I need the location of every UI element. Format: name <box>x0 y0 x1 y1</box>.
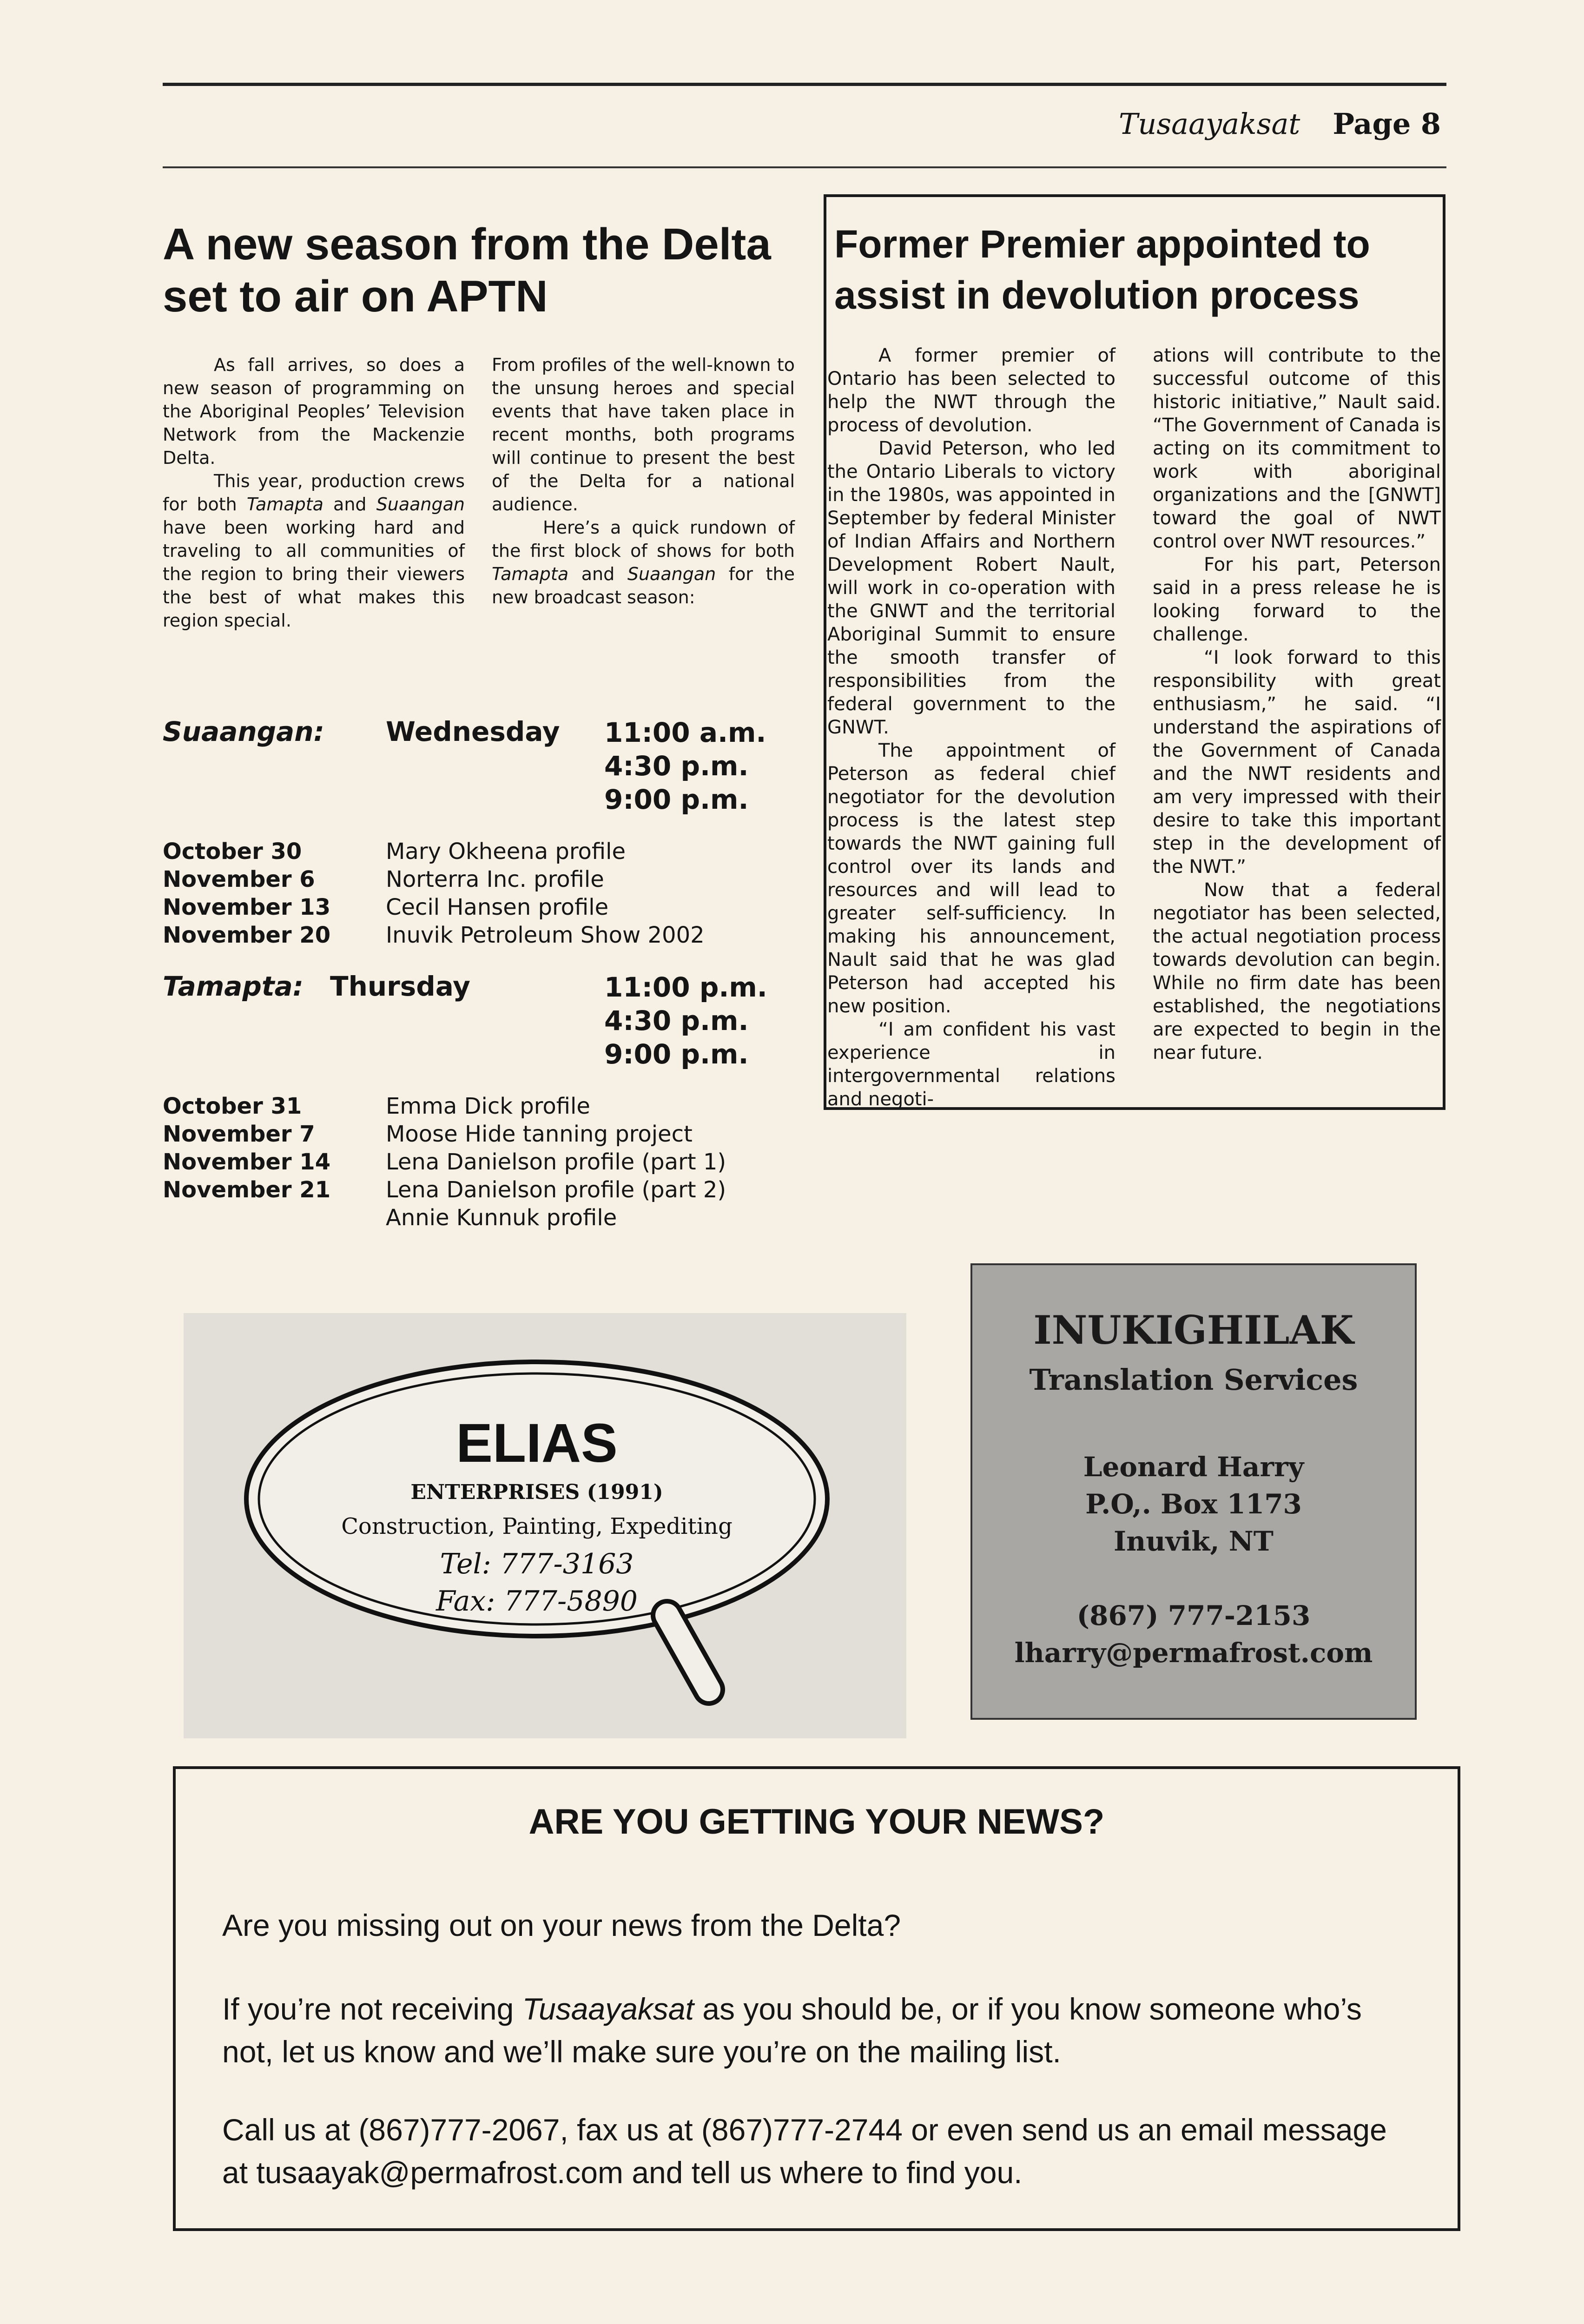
paragraph: ations will contribute to the successful outcome of this historic initiative,” Nault said. “The Government of Canada is acting on its commitment to work with aboriginal organizations and the [GNWT] toward the goal of NWT control over NWT resources.” <box>1153 345 1441 552</box>
episode-title: Annie Kunnuk profile <box>386 1205 617 1231</box>
inuk-business-name: INUKIGHILAK <box>1033 1307 1354 1353</box>
inuk-town: Inuvik, NT <box>1114 1525 1274 1557</box>
right-article-headline: Former Premier appointed to assist in devolution process <box>834 222 1370 317</box>
episode-title: Mary Okheena profile <box>386 838 626 865</box>
episode-row <box>163 838 804 865</box>
episode-list <box>163 1092 804 1232</box>
inuk-phone: (867) 777-2153 <box>1076 1600 1311 1631</box>
paragraph: As fall arrives, so does a new season of programming on the Aboriginal Peoples’ Television Network from the Mackenzie Delta. <box>163 355 465 468</box>
paragraph: “I look forward to this responsibility with great enthusiasm,” he said. “I understand the aspirations of the Government of Canada and the NWT residents and am very impressed with their desire to take this important step in the development of the NWT.” <box>1153 647 1441 878</box>
episode-title: Moose Hide tanning project <box>386 1121 693 1147</box>
paragraph: Now that a federal negotiator has been selected, the actual negotiation process towards devolution can begin. While no firm date has been established, the negotiations are expected to begin in the near future. <box>1153 879 1441 1063</box>
paragraph: A former premier of Ontario has been selected to help the NWT through the process of devolution. <box>827 345 1115 436</box>
episode-row <box>163 893 804 921</box>
elias-services: Construction, Painting, Expediting <box>341 1513 733 1539</box>
episode-title: Inuvik Petroleum Show 2002 <box>386 922 705 948</box>
paragraph: David Peterson, who led the Ontario Liberals to victory in the 1980s, was appointed in September by federal Minister of Indian Affairs and Northern Development Robert Nault, will work in co-operation with the GNWT and the territorial Aboriginal Summit to ensure the smooth transfer of responsibilities from the federal government to the GNWT. <box>827 438 1115 738</box>
notice-line-2 <box>222 1987 1407 2073</box>
air-time: 11:00 p.m. <box>604 971 767 1003</box>
episode-date: November 13 <box>163 894 331 920</box>
episode-date: October 30 <box>163 838 302 865</box>
elias-phone: Tel: 777-3163 <box>440 1548 634 1580</box>
inukighilak-ad <box>970 1263 1417 1720</box>
episode-date: October 31 <box>163 1093 302 1119</box>
episode-row <box>163 1148 804 1176</box>
episode-date: November 14 <box>163 1149 331 1175</box>
episode-title: Norterra Inc. profile <box>386 866 604 892</box>
episode-date: November 20 <box>163 922 331 948</box>
show-day: Wednesday <box>386 716 560 747</box>
magnifier-logo <box>184 1313 906 1738</box>
masthead-rule <box>163 166 1446 168</box>
suaangan-schedule <box>163 716 804 957</box>
notice-line-1: Are you missing out on your news from the Delta? <box>222 1908 901 1942</box>
episode-title: Cecil Hansen profile <box>386 894 609 920</box>
show-name: Tamapta: <box>163 971 304 1002</box>
paragraph: Here’s a quick rundown of the first block of shows for both Tamapta and Suaangan for the new broadcast season: <box>492 517 795 607</box>
episode-row <box>163 865 804 893</box>
left-article-headline: A new season from the Delta set to air on APTN <box>163 219 771 321</box>
air-times <box>604 971 767 1071</box>
paper-name-inline: Tusaayaksat <box>522 1992 694 2026</box>
notice-text: as you should be, or if you know someone who’s not, let us know and we’ll make sure you’re on the mailing list. <box>222 1992 1362 2069</box>
paragraph: The appointment of Peterson as federal chief negotiator for the devolution process is the latest step towards the NWT gaining full control over its lands and resources and will lead to greater self-sufficiency. In making his announcement, Nault said that he was glad Peterson had accepted his new position. <box>827 740 1115 1017</box>
elias-fax: Fax: 777-5890 <box>436 1585 638 1618</box>
elias-subtitle: ENTERPRISES (1991) <box>410 1480 663 1504</box>
paragraph: This year, production crews for both Tamapta and Suaangan have been working hard and traveling to all communities of the region to bring their viewers the best of what makes this region special. <box>163 471 465 631</box>
notice-text: If you’re not receiving <box>222 1992 522 2026</box>
notice-line-3: Call us at (867)777-2067, fax us at (867)777-2744 or even send us an email message at tusaayak@permafrost.com and tell us where to find you. <box>222 2113 1387 2190</box>
inuk-subtitle: Translation Services <box>1029 1363 1358 1397</box>
episode-row <box>163 921 804 949</box>
top-rule <box>163 83 1446 86</box>
page-number: Page 8 <box>1333 107 1441 141</box>
masthead <box>999 107 1441 149</box>
tamapta-schedule <box>163 971 804 1249</box>
show-name: Suaangan: <box>163 716 324 747</box>
left-article-column-2 <box>492 353 795 609</box>
paper-name: Tusaayaksat <box>1119 107 1300 141</box>
inuk-email: lharry@permafrost.com <box>1014 1637 1373 1669</box>
paragraph: From profiles of the well-known to the unsung heroes and special events that have taken place in recent months, both programs will continue to present the best of the Delta for a national audience. <box>492 355 795 515</box>
inuk-po-box: P.O,. Box 1173 <box>1085 1488 1302 1520</box>
episode-date: November 7 <box>163 1121 315 1147</box>
episode-title: Lena Danielson profile (part 1) <box>386 1149 726 1175</box>
air-time: 9:00 p.m. <box>604 1038 749 1070</box>
episode-date: November 6 <box>163 866 315 892</box>
inuk-contact-name: Leonard Harry <box>1083 1451 1304 1483</box>
right-article-column-1 <box>827 344 1115 1111</box>
notice-title: ARE YOU GETTING YOUR NEWS? <box>528 1802 1105 1842</box>
episode-row <box>163 1176 804 1204</box>
episode-date: November 21 <box>163 1177 331 1203</box>
right-article-column-2 <box>1153 344 1441 1064</box>
air-times <box>604 716 766 816</box>
air-time: 11:00 a.m. <box>604 717 766 748</box>
elias-name: ELIAS <box>456 1413 618 1474</box>
show-day: Thursday <box>330 971 470 1002</box>
paragraph: “I am confident his vast experience in intergovernmental relations and negoti- <box>827 1019 1115 1110</box>
episode-list <box>163 838 804 949</box>
episode-row <box>163 1120 804 1148</box>
subscription-notice-box <box>173 1766 1460 2231</box>
episode-row <box>163 1092 804 1120</box>
elias-enterprises-ad <box>184 1313 906 1738</box>
episode-title: Lena Danielson profile (part 2) <box>386 1177 726 1203</box>
episode-title: Emma Dick profile <box>386 1093 590 1119</box>
paragraph: For his part, Peterson said in a press release he is looking forward to the challenge. <box>1153 554 1441 645</box>
left-article-column-1 <box>163 353 465 632</box>
episode-row <box>163 1204 804 1232</box>
air-time: 4:30 p.m. <box>604 750 749 782</box>
air-time: 4:30 p.m. <box>604 1005 749 1037</box>
air-time: 9:00 p.m. <box>604 784 749 815</box>
